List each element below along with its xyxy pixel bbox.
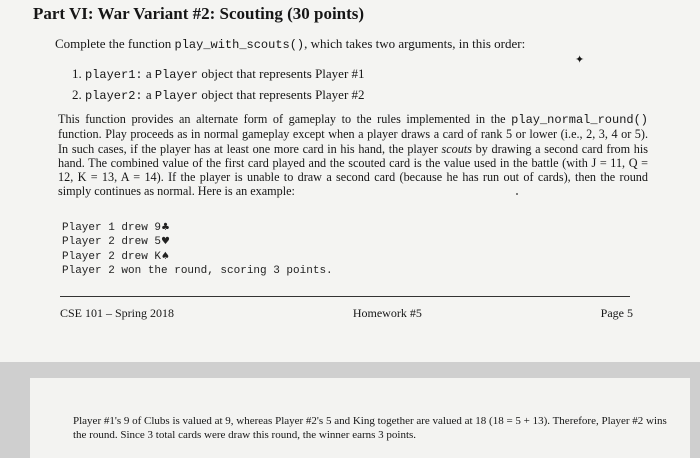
mouse-cursor-icon: ✦ <box>575 53 585 66</box>
example-line <box>62 250 333 264</box>
intro-after: , which takes two arguments, in this order: <box>304 36 526 51</box>
emphasis-text: scouts <box>441 141 472 156</box>
example-line <box>62 264 333 278</box>
spades-icon: ♠ <box>161 250 170 262</box>
clubs-icon: ♣ <box>161 222 170 233</box>
example-line <box>62 221 333 235</box>
argument-name: player2: <box>85 89 143 103</box>
footer-course: CSE 101 – Spring 2018 <box>60 306 175 320</box>
argument-type: Player <box>154 68 199 82</box>
argument-item <box>72 66 365 87</box>
argument-name: player1: <box>85 68 143 82</box>
argument-desc: object that represents Player #2 <box>198 87 365 102</box>
argument-type: Player <box>154 89 199 103</box>
explanation-paragraph: Player #1's 9 of Clubs is valued at 9, whereas Player #2's 5 and King together are valued at 18 (18 = 5 + 13). Therefore, Player #2 wins the round. Since 3 total cards were draw this round, the winner earns 3 points. <box>73 415 667 441</box>
argument-number: 1. <box>72 66 82 81</box>
example-line-text: Player 1 drew 9 <box>62 222 162 234</box>
description-text: function. Play proceeds as in normal gameplay except when a player draws a card of rank 5 or lower (i.e., 2, 3, 4 or 5). In such cases, if the player has at least one more card in his hand, the player <box>58 127 648 156</box>
footer-homework: Homework #5 <box>352 306 422 320</box>
description-text: This function provides an alternate form of gameplay to the rules implemented in the <box>58 112 512 126</box>
section-title: Part VI: War Variant #2: Scouting (30 points) <box>33 4 365 23</box>
hearts-icon: ♥ <box>161 236 170 248</box>
example-line <box>62 235 333 249</box>
example-line-text: Player 2 drew 5 <box>62 236 162 249</box>
document-page-6 <box>30 378 690 458</box>
description-text: by drawing a second card from his hand. The combined value of the first card played and the scouted card is the value used in the battle (with J = 11, Q = 12, K = 13, A = 14). If the player is unable to draw a second card (because he has run out of cards), then the round simply continues as normal. Here is an example: <box>58 141 648 199</box>
argument-item <box>72 87 365 108</box>
function-reference: play_normal_round() <box>511 113 648 127</box>
argument-desc: a <box>142 66 155 81</box>
footer-divider <box>60 296 630 297</box>
argument-desc: object that represents Player #1 <box>198 66 365 81</box>
argument-list <box>72 66 365 108</box>
intro-text <box>55 36 525 52</box>
footer-page-number: Page 5 <box>600 306 633 320</box>
function-name: play_with_scouts() <box>174 38 305 52</box>
stray-mark <box>516 193 518 195</box>
argument-desc: a <box>142 87 155 102</box>
page-footer <box>60 306 633 321</box>
example-line-text: Player 2 won the round, scoring 3 points. <box>62 264 333 277</box>
intro-before: Complete the function <box>55 36 175 51</box>
example-line-text: Player 2 drew K <box>62 250 162 263</box>
example-output <box>62 221 333 278</box>
argument-number: 2. <box>72 87 82 102</box>
description-paragraph <box>58 112 648 199</box>
